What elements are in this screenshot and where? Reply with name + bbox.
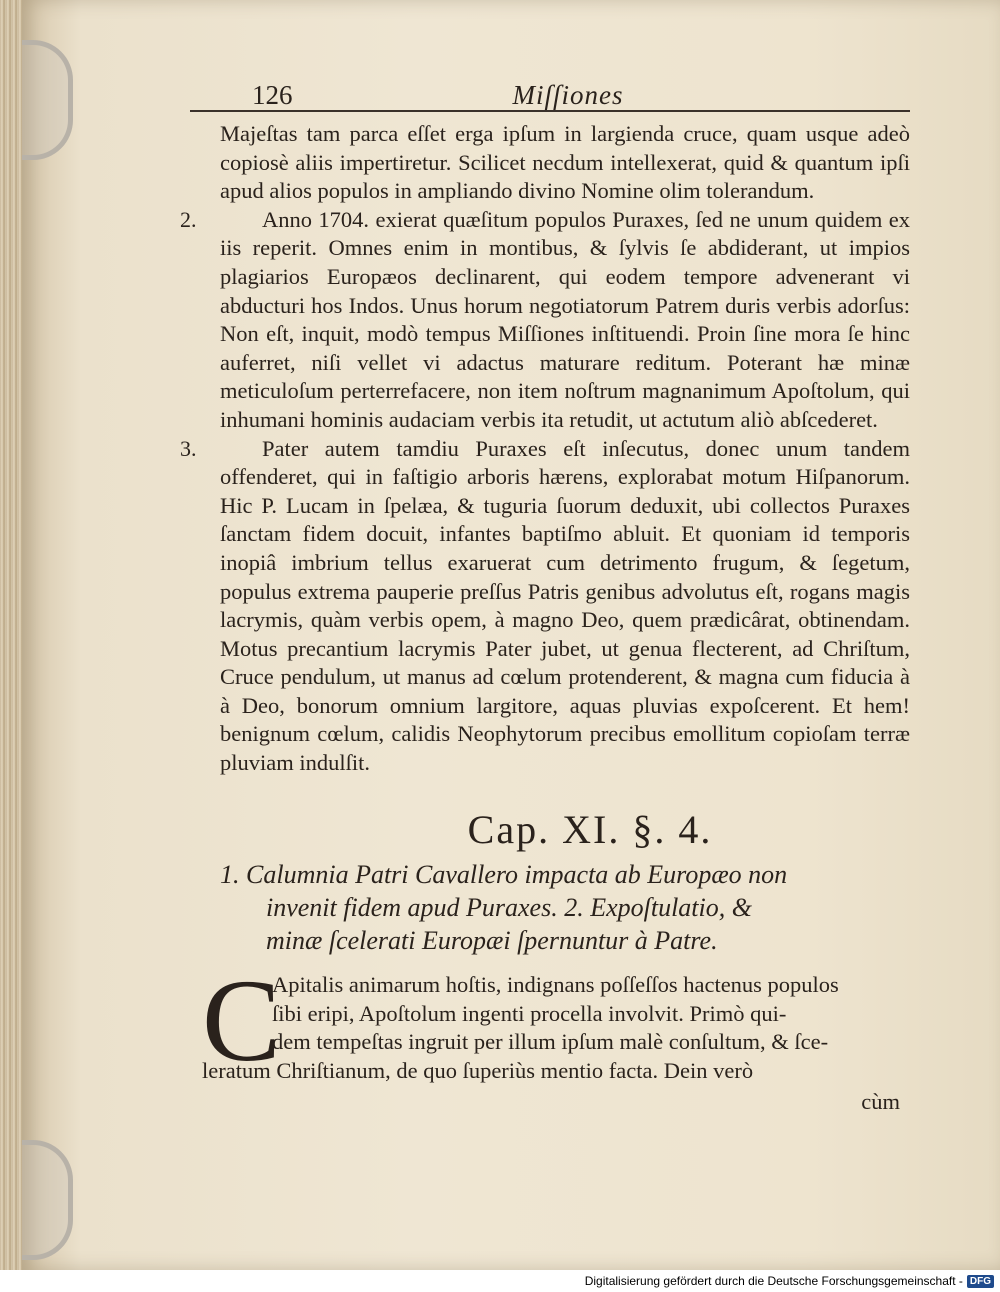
running-head (190, 70, 910, 112)
paragraph-number: 3. (180, 435, 197, 461)
drop-cap: C (202, 955, 281, 1087)
summary-line: invenit fidem apud Puraxes. 2. Expoſtulatio, & (266, 893, 752, 923)
summary-line: minæ ſcelerati Europæi ſpernuntur à Patre. (266, 926, 718, 956)
body-line: Apitalis animarum hoſtis, indignans poſſeſſos hactenus populos (272, 972, 839, 998)
text-block (180, 70, 910, 1121)
footer-credit: Digitalisierung gefördert durch die Deutsche Forschungsgemeinschaft - (584, 1274, 963, 1288)
catchword: cùm (861, 1088, 900, 1114)
page-number: 126 (252, 80, 293, 111)
chapter-heading: Cap. XI. §. 4. (467, 806, 713, 852)
chapter-summary (220, 858, 910, 957)
paragraph-text: Pater autem tamdiu Puraxes eſt inſecutus, donec unum tandem offenderet, qui in faſtigio arboris hærens, explorabat motum Hiſpanorum. Hic P. Lucam in ſpelæa, & tuguria ſuorum deduxit, ubi collectos Puraxes ſanctam fidem docuit, infantes baptiſmo abluit. Et quoniam id temporis inopiâ imbrium tellus exaruerat cum detrimento frugum, & ſegetum, populus extrema pauperie preſſus Patris genibus advolutus eſt, rogans magis lacrymis, quàm verbis opem, à magno Deo, quem prædicârat, obtinendam. Motus precantium lacrymis Pater jubet, ut genua flecterent, ad Chriſtum, Cruce pendulum, ut manus ad cœlum protenderent, & magna cum fiducia à à Deo, bonorum omnium largitore, aquas pluvias expoſcerent. Et hem! benignum cœlum, calidis Neophytorum precibus emollitum copioſam terræ pluviam indulſit. (220, 435, 910, 776)
clasp-top (22, 40, 73, 160)
continued-paragraph: Majeſtas tam parca eſſet erga ipſum in largienda cruce, quam usque adeò copiosè aliis impertiretur. Scilicet necdum intellexerat, quid & quantum ipſi apud alios populos in ampliando divino Nomine olim tolerandum. (220, 121, 910, 204)
paragraph-text: Anno 1704. exierat quæſitum populos Puraxes, ſed ne unum quidem ex iis reperit. Omnes enim in montibus, & ſylvis ſe abdiderant, ut impios plagiarios Europæos declinarent, qui eodem tempore advenerant vi abducturi hos Indos. Unus horum negotiatorum Patrem duris verbis adorſus: Non eſt, inquit, modò tempus Miſſiones inſtituendi. Proin ſine mora ſe hinc auferret, niſi vellet vi adactus maturare reditum. Poterant hæ minæ meticuloſum perterrefacere, non item noſtrum magnanimum Apoſtolum, qui inhumani hominis audaciam verbis ita retudit, ut actutum aliò abſcederet. (220, 206, 910, 432)
paragraph-3 (180, 435, 910, 778)
summary-line: 1. Calumnia Patri Cavallero impacta ab Europæo non (220, 860, 788, 890)
paragraph-2 (180, 206, 910, 435)
paragraph-number: 2. (180, 206, 197, 232)
drop-cap-lines (272, 971, 910, 1057)
digitization-footer (0, 1270, 1000, 1292)
body-line: dem tempeſtas ingruit per illum ipſum malè conſultum, & ſce- (272, 1029, 829, 1055)
running-title: Miſſiones (512, 80, 624, 111)
body-line: ſibi eripi, Apoſtolum ingenti procella involvit. Primò qui- (272, 1000, 787, 1026)
chapter-body (190, 955, 910, 1121)
dfg-logo: DFG (967, 1275, 994, 1288)
clasp-bottom (22, 1140, 73, 1260)
body-line: leratum Chriſtianum, de quo ſuperiùs mentio facta. Dein verò (202, 1058, 754, 1084)
